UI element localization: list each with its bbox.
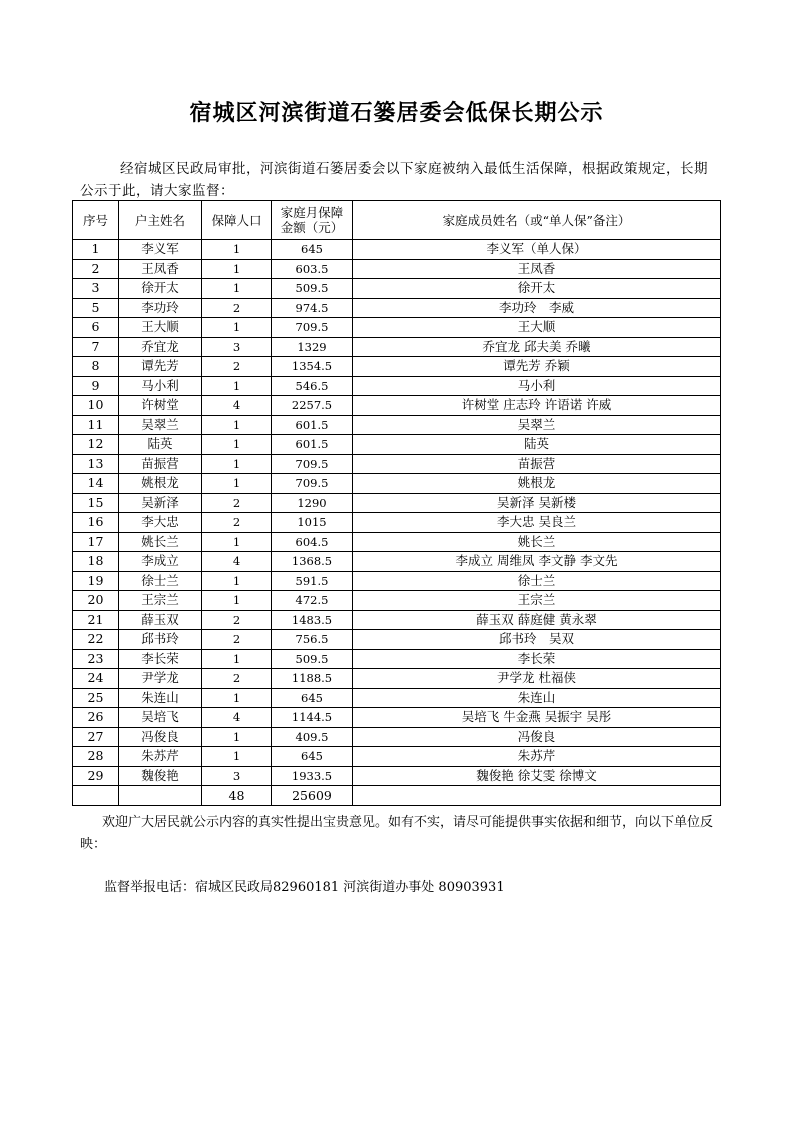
table-row [73,669,721,689]
totals-no [73,786,119,806]
cell-head-name: 邱书玲 [119,630,202,650]
totals-row [73,786,721,806]
cell-head-name: 马小利 [119,376,202,396]
cell-head-name: 姚根龙 [119,474,202,494]
cell-no: 10 [73,396,119,416]
cell-persons: 4 [202,708,272,728]
cell-persons: 1 [202,591,272,611]
cell-persons: 2 [202,298,272,318]
cell-members: 马小利 [353,376,721,396]
cell-persons: 4 [202,396,272,416]
cell-amount: 1933.5 [272,766,353,786]
subsidy-table [72,200,721,806]
cell-members: 姚根龙 [353,474,721,494]
cell-head-name: 李义军 [119,240,202,260]
cell-no: 5 [73,298,119,318]
cell-no: 7 [73,337,119,357]
cell-amount: 1144.5 [272,708,353,728]
cell-members: 许树堂 庄志玲 许语诺 许威 [353,396,721,416]
cell-no: 11 [73,415,119,435]
cell-head-name: 王大顺 [119,318,202,338]
table-row [73,747,721,767]
table-row [73,474,721,494]
cell-head-name: 王宗兰 [119,591,202,611]
cell-no: 26 [73,708,119,728]
cell-members: 邱书玲 吴双 [353,630,721,650]
header-head-name: 户主姓名 [119,201,202,240]
cell-amount: 709.5 [272,454,353,474]
cell-head-name: 王凤香 [119,259,202,279]
cell-members: 吴翠兰 [353,415,721,435]
header-no: 序号 [73,201,119,240]
cell-amount: 604.5 [272,532,353,552]
cell-no: 16 [73,513,119,533]
table-row [73,279,721,299]
cell-no: 21 [73,610,119,630]
cell-head-name: 李大忠 [119,513,202,533]
cell-no: 6 [73,318,119,338]
cell-amount: 1290 [272,493,353,513]
cell-no: 25 [73,688,119,708]
totals-amount: 25609 [272,786,353,806]
cell-members: 朱连山 [353,688,721,708]
cell-no: 12 [73,435,119,455]
cell-amount: 1483.5 [272,610,353,630]
cell-amount: 645 [272,688,353,708]
cell-amount: 974.5 [272,298,353,318]
cell-persons: 1 [202,688,272,708]
cell-persons: 3 [202,337,272,357]
table-row [73,376,721,396]
cell-no: 18 [73,552,119,572]
table-row [73,357,721,377]
cell-persons: 2 [202,610,272,630]
cell-amount: 546.5 [272,376,353,396]
cell-amount: 2257.5 [272,396,353,416]
cell-head-name: 尹学龙 [119,669,202,689]
cell-persons: 1 [202,532,272,552]
cell-amount: 1368.5 [272,552,353,572]
cell-persons: 1 [202,474,272,494]
header-persons: 保障人口 [202,201,272,240]
cell-no: 20 [73,591,119,611]
cell-persons: 1 [202,415,272,435]
table-row [73,630,721,650]
cell-amount: 756.5 [272,630,353,650]
cell-members: 吴新泽 吴新楼 [353,493,721,513]
cell-members: 李义军（单人保） [353,240,721,260]
cell-persons: 1 [202,376,272,396]
cell-amount: 409.5 [272,727,353,747]
totals-name [119,786,202,806]
cell-head-name: 吴翠兰 [119,415,202,435]
cell-amount: 1015 [272,513,353,533]
cell-members: 冯俊良 [353,727,721,747]
cell-no: 15 [73,493,119,513]
table-row [73,493,721,513]
table-row [73,610,721,630]
table-row [73,337,721,357]
cell-head-name: 乔宜龙 [119,337,202,357]
table-header-row [73,201,721,240]
cell-no: 9 [73,376,119,396]
cell-persons: 1 [202,747,272,767]
cell-persons: 1 [202,435,272,455]
cell-persons: 1 [202,571,272,591]
cell-members: 薛玉双 薛庭健 黄永翠 [353,610,721,630]
cell-no: 29 [73,766,119,786]
table-row [73,259,721,279]
cell-members: 李功玲 李威 [353,298,721,318]
table-row [73,688,721,708]
cell-members: 王宗兰 [353,591,721,611]
cell-head-name: 李成立 [119,552,202,572]
cell-members: 谭先芳 乔颖 [353,357,721,377]
cell-members: 李长荣 [353,649,721,669]
table-row [73,298,721,318]
cell-members: 徐士兰 [353,571,721,591]
table-row [73,396,721,416]
header-members: 家庭成员姓名（或“单人保”备注） [353,201,721,240]
table-row [73,240,721,260]
cell-amount: 509.5 [272,279,353,299]
cell-amount: 1329 [272,337,353,357]
cell-members: 王大顺 [353,318,721,338]
cell-head-name: 吴培飞 [119,708,202,728]
table-row [73,532,721,552]
cell-members: 吴培飞 牛金燕 吴振宇 吴彤 [353,708,721,728]
table-row [73,435,721,455]
cell-persons: 2 [202,630,272,650]
header-amount [272,201,353,240]
header-amount-line1: 家庭月保障 [280,205,344,220]
cell-amount: 472.5 [272,591,353,611]
cell-persons: 4 [202,552,272,572]
cell-head-name: 薛玉双 [119,610,202,630]
table-row [73,552,721,572]
cell-members: 尹学龙 杜福侠 [353,669,721,689]
cell-head-name: 冯俊良 [119,727,202,747]
cell-members: 李成立 周维凤 李文静 李文先 [353,552,721,572]
table-row [73,649,721,669]
cell-head-name: 姚长兰 [119,532,202,552]
cell-persons: 1 [202,649,272,669]
cell-persons: 3 [202,766,272,786]
cell-members: 朱苏芹 [353,747,721,767]
cell-head-name: 魏俊艳 [119,766,202,786]
table-row [73,708,721,728]
cell-persons: 2 [202,513,272,533]
cell-members: 乔宜龙 邱夫美 乔曦 [353,337,721,357]
cell-members: 姚长兰 [353,532,721,552]
cell-amount: 603.5 [272,259,353,279]
table-row [73,766,721,786]
cell-no: 24 [73,669,119,689]
cell-amount: 1354.5 [272,357,353,377]
cell-persons: 2 [202,493,272,513]
table-body [73,240,721,786]
cell-head-name: 吴新泽 [119,493,202,513]
cell-head-name: 李长荣 [119,649,202,669]
cell-no: 14 [73,474,119,494]
table-row [73,513,721,533]
table-row [73,318,721,338]
cell-head-name: 朱连山 [119,688,202,708]
cell-members: 魏俊艳 徐艾雯 徐博文 [353,766,721,786]
cell-head-name: 许树堂 [119,396,202,416]
cell-no: 19 [73,571,119,591]
cell-no: 3 [73,279,119,299]
cell-no: 23 [73,649,119,669]
cell-amount: 709.5 [272,474,353,494]
cell-amount: 645 [272,240,353,260]
cell-persons: 2 [202,669,272,689]
cell-no: 1 [73,240,119,260]
cell-members: 徐开太 [353,279,721,299]
table-row [73,415,721,435]
cell-amount: 591.5 [272,571,353,591]
cell-amount: 1188.5 [272,669,353,689]
cell-amount: 601.5 [272,435,353,455]
cell-persons: 1 [202,318,272,338]
cell-head-name: 朱苏芹 [119,747,202,767]
page-title: 宿城区河滨街道石篓居委会低保长期公示 [189,100,604,126]
cell-head-name: 苗振营 [119,454,202,474]
intro-paragraph: 经宿城区民政局审批，河滨街道石篓居委会以下家庭被纳入最低生活保障，根据政策规定，长期公示于此，请大家监督： [80,161,708,199]
cell-head-name: 谭先芳 [119,357,202,377]
cell-no: 8 [73,357,119,377]
cell-no: 2 [73,259,119,279]
cell-persons: 1 [202,454,272,474]
cell-head-name: 徐士兰 [119,571,202,591]
totals-members [353,786,721,806]
table-row [73,454,721,474]
cell-no: 17 [73,532,119,552]
cell-persons: 1 [202,259,272,279]
header-amount-line2: 金额（元） [280,220,344,235]
cell-members: 王凤香 [353,259,721,279]
totals-persons: 48 [202,786,272,806]
cell-members: 苗振营 [353,454,721,474]
cell-persons: 2 [202,357,272,377]
cell-head-name: 李功玲 [119,298,202,318]
table-row [73,591,721,611]
cell-persons: 1 [202,279,272,299]
cell-head-name: 徐开太 [119,279,202,299]
cell-amount: 509.5 [272,649,353,669]
cell-amount: 709.5 [272,318,353,338]
cell-persons: 1 [202,240,272,260]
feedback-paragraph: 欢迎广大居民就公示内容的真实性提出宝贵意见。如有不实，请尽可能提供事实依据和细节，向以下单位反映： [80,815,714,852]
cell-no: 27 [73,727,119,747]
cell-no: 22 [73,630,119,650]
cell-members: 陆英 [353,435,721,455]
cell-no: 13 [73,454,119,474]
cell-amount: 601.5 [272,415,353,435]
cell-head-name: 陆英 [119,435,202,455]
cell-amount: 645 [272,747,353,767]
cell-no: 28 [73,747,119,767]
cell-members: 李大忠 吴良兰 [353,513,721,533]
cell-persons: 1 [202,727,272,747]
table-row [73,727,721,747]
contact-line: 监督举报电话：宿城区民政局82960181 河滨街道办事处 80903931 [104,880,505,895]
table-row [73,571,721,591]
